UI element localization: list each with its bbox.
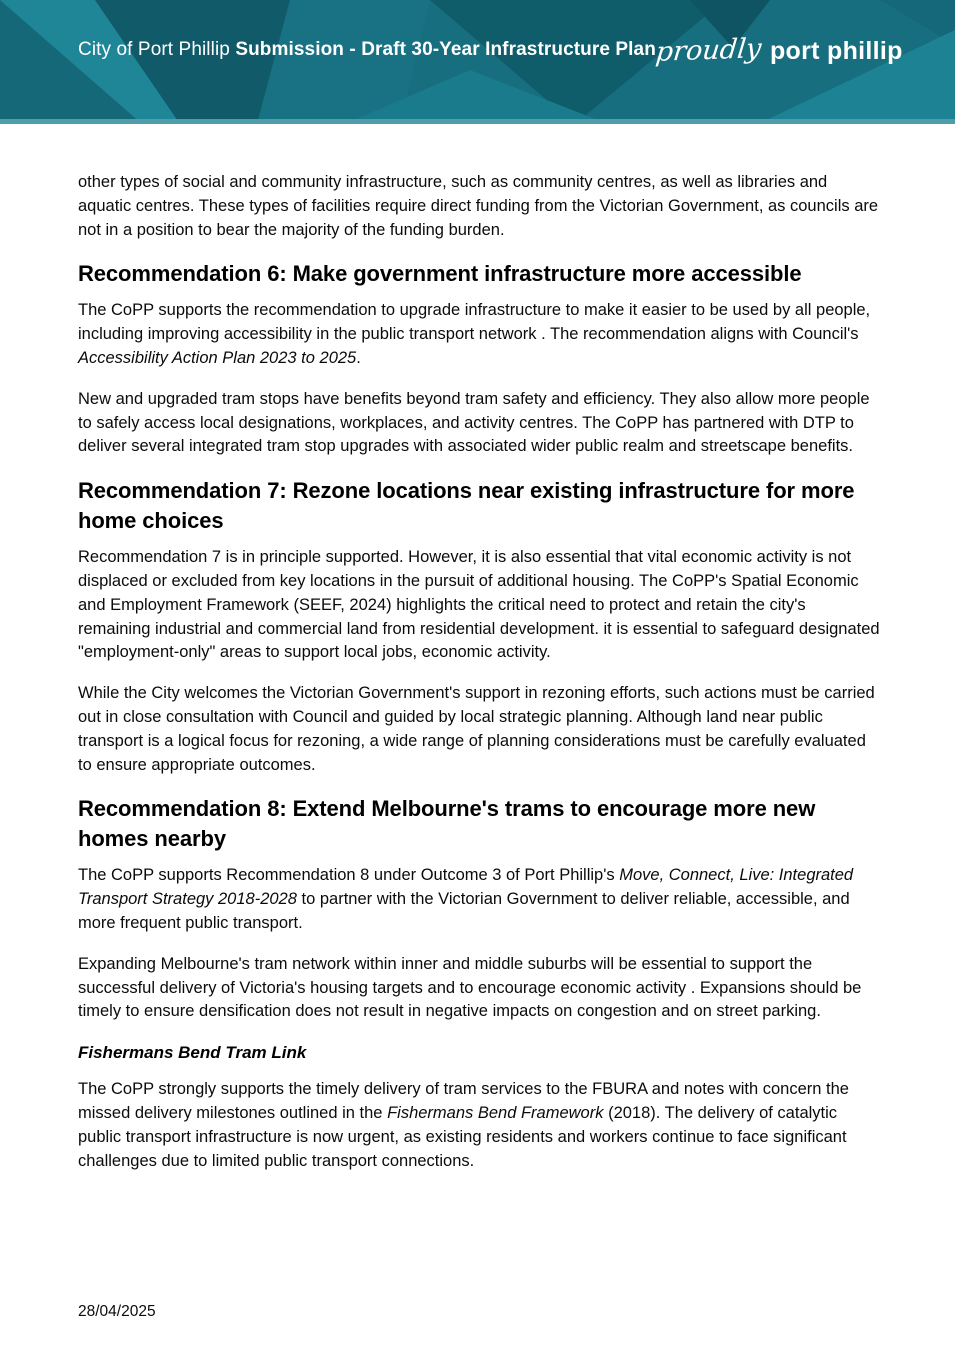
rec7-paragraph-2: While the City welcomes the Victorian Government's support in rezoning efforts, such actions must be carried out in close consultation with Council and guided by local strategic planning. Although land near public transport is a logical focus for rezoning, a wide range of planning considerations must be carefully evaluated to ensure appropriate outcomes. [78,684,875,774]
rec6-p1-pre: The CoPP supports the recommendation to upgrade infrastructure to make it easier to be used by all people, including improving accessibility in the public transport network . The recommendation aligns with Council's [78,301,871,344]
rec8-p3-italic-title: Fishermans Bend Framework [387,1103,604,1122]
heading-recommendation-8: Recommendation 8: Extend Melbourne's trams to encourage more new homes nearby [78,796,816,852]
rec6-paragraph-1 [78,299,881,370]
document-title-bold: Submission - Draft 30-Year Infrastructure Plan [235,39,656,60]
rec6-paragraph-2: New and upgraded tram stops have benefits beyond tram safety and efficiency. They also allow more people to safely access local designations, workplaces, and activity centres. The CoPP has partnered with DTP to deliver several integrated tram stop upgrades with associated wider public realm and streetscape benefits. [78,389,870,456]
header-banner [0,0,955,124]
rec8-p1-pre: The CoPP supports Recommendation 8 under Outcome 3 of Port Phillip's [78,866,620,885]
document-title [78,39,656,61]
footer-date: 28/04/2025 [78,1303,156,1320]
document-title-regular: City of Port Phillip [78,39,236,60]
intro-paragraph: other types of social and community infrastructure, such as community centres, as well as libraries and aquatic centres. These types of facilities require direct funding from the Victorian Government, as councils are not in a position to bear the majority of the funding burden. [78,173,879,239]
heading-recommendation-6: Recommendation 6: Make government infrastructure more accessible [78,261,802,287]
banner-content [0,0,955,100]
logo-script-text: proudly [654,32,763,68]
rec8-p1-post: to partner with the Victorian Government to deliver reliable, accessible, and more frequent public transport. [78,890,850,932]
subheading-fishermans-bend-tram-link: Fishermans Bend Tram Link [78,1043,307,1063]
rec8-paragraph-2: Expanding Melbourne's tram network within inner and middle suburbs will be essential to support the successful delivery of Victoria's housing targets and to encourage economic activity . Expansions should be timely to ensure densification does not result in negative impacts on congestion and on street parking. [78,954,862,1021]
logo-wordmark: port phillip [769,36,903,65]
document-body [0,124,955,1173]
rec8-paragraph-1 [78,864,881,935]
rec8-paragraph-3 [78,1078,881,1173]
rec6-p1-post: . [356,348,361,367]
port-phillip-logo [654,32,903,68]
rec7-paragraph-1: Recommendation 7 is in principle supported. However, it is also essential that vital economic activity is not displaced or excluded from key locations in the pursuit of additional housing. The CoPP's Spatial Economic and Employment Framework (SEEF, 2024) highlights the critical need to protect and retain the city's remaining industrial and commercial land from residential development. it is essential to safeguard designated "employment-only" areas to support local jobs, economic activity. [78,548,880,662]
rec6-p1-italic-title: Accessibility Action Plan 2023 to 2025 [78,348,357,367]
rec8-p3-pre: The CoPP strongly supports the timely delivery of tram services to the FBURA and notes with concern the missed delivery milestones outlined in the [78,1080,849,1122]
heading-recommendation-7: Recommendation 7: Rezone locations near existing infrastructure for more home choices [78,478,855,534]
rec8-p3-post: (2018). The delivery of catalytic public transport infrastructure is now urgent, as existing residents and workers continue to face significant challenges due to limited public transport connections. [78,1103,847,1170]
rec8-p1-italic-title: Move, Connect, Live: Integrated Transport Strategy 2018-2028 [78,866,854,909]
